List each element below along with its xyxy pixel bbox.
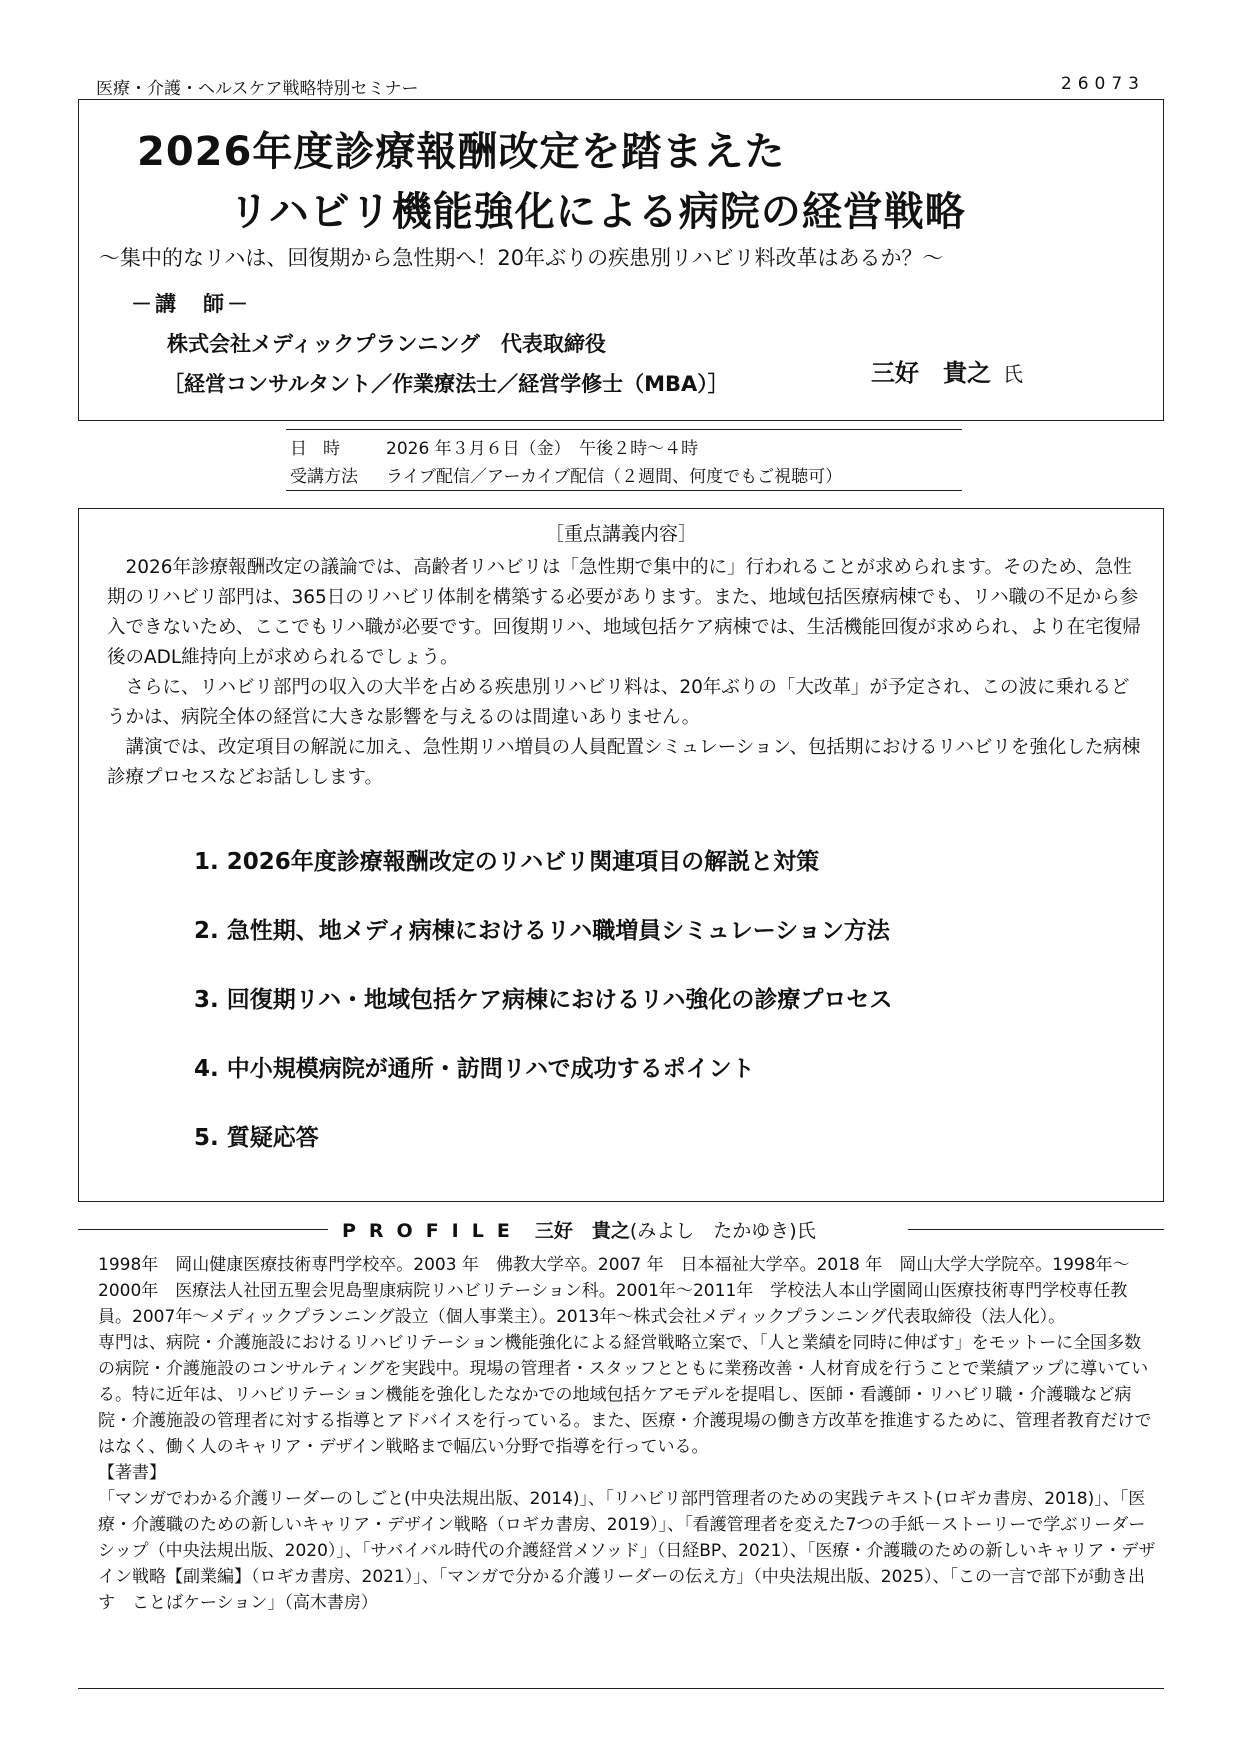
profile-history: 1998年 岡山健康医療技術専門学校卒。2003 年 佛教大学卒。2007 年 日本福祉大学卒。2018 年 岡山大学大学院卒。1998年～2000年 医療法人社団五聖会児島聖康病院リハビリテーション科。2001年～2011年 学校法人本山学園岡山医療技術専門学校専任教員。2007年～メディックプランニング設立（個人事業主）。2013年～株式会社メディックプランニング代表取締役（法人化）。 <box>98 1255 1130 1327</box>
date-row <box>286 432 962 460</box>
speaker-honorific: 氏 <box>1003 362 1023 386</box>
topic-item-1: 1. 2026年度診療報酬改定のリハビリ関連項目の解説と対策 <box>194 849 820 875</box>
profile-heading <box>78 1214 1164 1244</box>
title-line-1: 2026年度診療報酬改定を踏まえた <box>137 129 786 175</box>
bottom-rule <box>78 1688 1164 1689</box>
title-line-2: リハビリ機能強化による病院の経営戦略 <box>229 189 966 235</box>
seminar-series: 医療・介護・ヘルスケア戦略特別セミナー <box>96 79 419 99</box>
topic-item-2: 2. 急性期、地メディ病棟におけるリハ職増員シミュレーション方法 <box>194 918 890 944</box>
speaker-name-block <box>871 353 1023 388</box>
profile-body <box>98 1252 1158 1616</box>
profile-title <box>342 1216 816 1243</box>
lecturer-label: －講 師－ <box>131 292 251 316</box>
content-paragraph-2: さらに、リハビリ部門の収入の大半を占める疾患別リハビリ料は、20年ぶりの「大改革」が予定され、この波に乗れるどうかは、病院全体の経営に大きな影響を与えるのは間違いありません。 <box>107 677 1130 728</box>
topic-list <box>194 843 892 1188</box>
content-paragraph-3: 講演では、改定項目の解説に加え、急性期リハ増員の人員配置シミュレーション、包括期におけるリハビリを強化した病棟診療プロセスなどお話しします。 <box>107 737 1141 788</box>
books-list: 「マンガでわかる介護リーダーのしごと(中央法規出版、2014)」、「リハビリ部門管理者のための実践テキスト(ロギカ書房、2018)」、「医療・介護職のための新しいキャリア・デザイン戦略（ロギカ書房、2019）」、「看護管理者を変えた7つの手紙－ストーリーで学ぶリーダーシップ（中央法規出版、2020）」、「サバイバル時代の介護経営メソッド」（日経BP、2021）、「医療・介護職のための新しいキャリア・デザイン戦略【副業編】（ロギカ書房、2021）」、「マンガで分かる介護リーダーの伝え方」（中央法規出版、2025）、「この一言で部下が動き出す ことばケーション」（高木書房） <box>98 1489 1156 1613</box>
lecturer-qualifications: ［経営コンサルタント／作業療法士／経営学修士（MBA）］ <box>163 372 729 396</box>
speaker-name: 三好 貴之 <box>871 359 991 387</box>
profile-rule-left <box>78 1229 328 1230</box>
profile-rule-right <box>908 1229 1164 1230</box>
method-value: ライブ配信／アーカイブ配信（２週間、何度でもご視聴可） <box>386 466 843 487</box>
event-info <box>286 429 962 491</box>
profile-ruby: (みよし たかゆき) <box>629 1220 797 1242</box>
profile-name: 三好 貴之 <box>534 1220 630 1242</box>
topic-item-4: 4. 中小規模病院が通所・訪問リハで成功するポイント <box>194 1056 755 1082</box>
lecturer-company: 株式会社メディックプランニング 代表取締役 <box>167 332 606 356</box>
profile-label: PROFILE <box>342 1220 523 1242</box>
content-heading: ［重点講義内容］ <box>544 523 697 545</box>
profile-specialty: 専門は、病院・介護施設におけるリハビリテーション機能強化による経営戦略立案で、「人と業績を同時に伸ばす」をモットーに全国多数の病院・介護施設のコンサルティングを実践中。現場の管理者・スタッフとともに業務改善・人材育成を行うことで業績アップに導いている。特に近年は、リハビリテーション機能を強化したなかでの地域包括ケアモデルを提唱し、医師・看護師・リハビリ職・介護職など病院・介護施設の管理者に対する指導とアドバイスを行っている。また、医療・介護現場の働き方改革を推進するために、管理者教育だけではなく、働く人のキャリア・デザイン戦略まで幅広い分野で指導を行っている。 <box>98 1333 1152 1457</box>
topic-item-5: 5. 質疑応答 <box>194 1125 319 1151</box>
method-row <box>286 460 962 488</box>
title-box <box>78 99 1164 421</box>
seminar-code: 26073 <box>1060 74 1145 94</box>
date-value: 2026 年３月６日（金） 午後２時～４時 <box>386 438 699 459</box>
date-label: 日時 <box>290 438 356 459</box>
content-paragraph-1: 2026年診療報酬改定の議論では、高齢者リハビリは「急性期で集中的に」行われることが求められます。そのため、急性期のリハビリ部門は、365日のリハビリ体制を構築する必要があります。また、地域包括医療病棟でも、リハ職の不足から参入できないため、ここでもリハ職が必要です。回復期リハ、地域包括ケア病棟では、生活機能回復が求められ、より在宅復帰後のADL維持向上が求められるでしょう。 <box>107 557 1141 668</box>
books-label: 【著書】 <box>98 1463 166 1483</box>
topic-item-3: 3. 回復期リハ・地域包括ケア病棟におけるリハ強化の診療プロセス <box>194 987 893 1013</box>
content-box <box>78 508 1164 1202</box>
profile-honorific: 氏 <box>796 1220 816 1242</box>
subtitle: ～集中的なリハは、回復期から急性期へ！20年ぶりの疾患別リハビリ料改革はあるか？～ <box>99 246 944 270</box>
method-label: 受講方法 <box>290 466 358 487</box>
